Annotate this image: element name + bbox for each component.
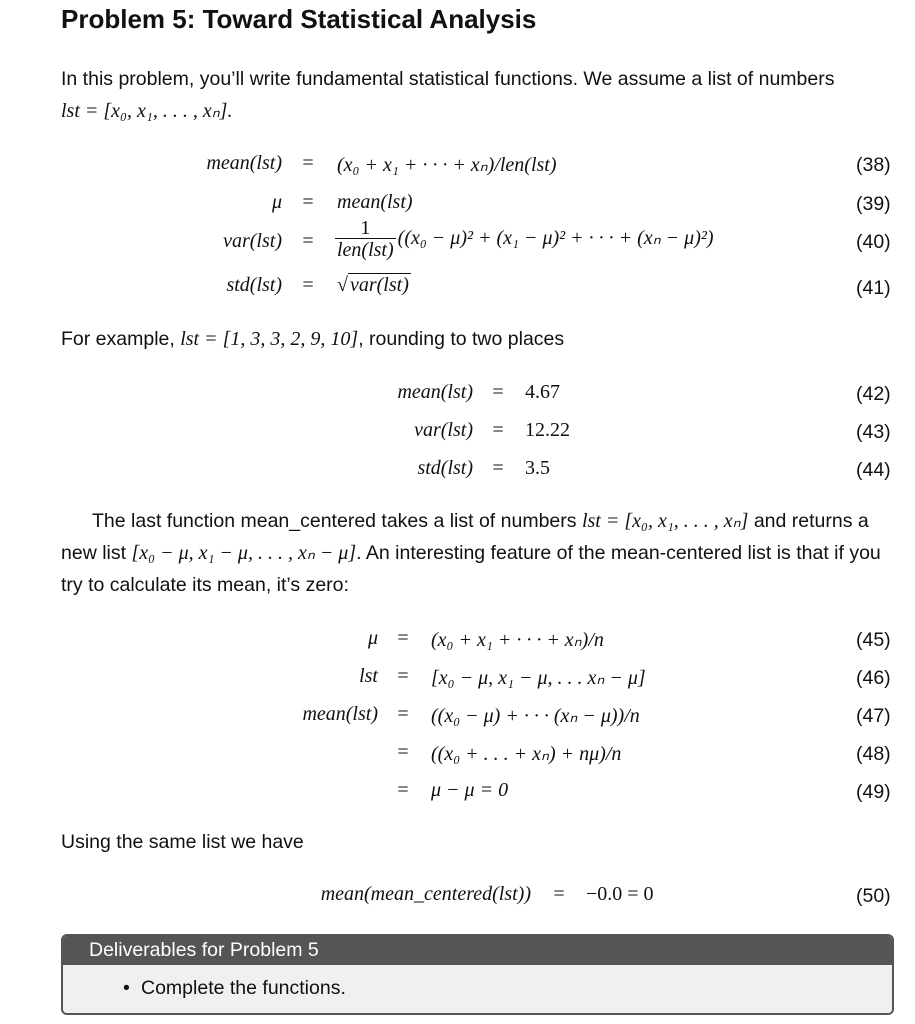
eq47-rhs: ((x₀ − μ) + · · · (xₙ − μ))/n (431, 705, 640, 727)
eq39-rhs: mean(lst) (337, 191, 413, 213)
eq40-frac-denominator: len(lst) (337, 239, 394, 261)
same-list-text: Using the same list we have (61, 831, 304, 853)
eq42-lhs: mean(lst) (397, 381, 473, 403)
eq43-rhs: 12.22 (525, 419, 570, 441)
eq39-lhs: μ (271, 191, 282, 213)
example-suffix: , rounding to two places (358, 328, 565, 350)
eq43-number: (43) (856, 421, 891, 443)
eq44-rhs: 3.5 (525, 457, 550, 479)
intro-text: In this problem, you’ll write fundamental statistical functions. We assume a list of numbers (61, 68, 835, 90)
eq43-equals: = (492, 419, 504, 441)
eq42-equals: = (492, 381, 504, 403)
centered-line1-prefix: The last function mean_centered takes a list of numbers (92, 510, 577, 532)
eq50-equals: = (553, 883, 565, 905)
eq46-number: (46) (856, 667, 891, 689)
deliverables-box (61, 934, 894, 1015)
eq38-lhs: mean(lst) (206, 152, 282, 174)
eq47-number: (47) (856, 705, 891, 727)
eq40-frac-numerator: 1 (360, 217, 371, 239)
eq40-equals: = (302, 230, 314, 252)
eq47-equals: = (397, 703, 409, 725)
eq45-equals: = (397, 627, 409, 649)
deliverable-item-text: Complete the functions. (141, 977, 346, 999)
eq40-rhs: ((x₀ − μ)² + (x₁ − μ)² + · · · + (xₙ − μ)²) (397, 227, 714, 250)
eq40-lhs: var(lst) (223, 230, 282, 252)
centered-line2-expr: [x₀ − μ, x₁ − μ, . . . , xₙ − μ] (131, 542, 357, 564)
eq41-rhs: var(lst) (349, 274, 409, 296)
eq41-equals: = (302, 274, 314, 296)
eq44-equals: = (492, 457, 504, 479)
eq46-rhs: [x₀ − μ, x₁ − μ, . . . xₙ − μ] (431, 667, 646, 689)
eq39-number: (39) (856, 193, 891, 215)
eq50-lhs: mean(mean_centered(lst)) (320, 883, 531, 905)
eq44-lhs: std(lst) (417, 457, 473, 479)
eq39-equals: = (302, 191, 314, 213)
centered-line1-expr: lst = [x₀, x₁, . . . , xₙ] (581, 510, 749, 532)
eq49-rhs: μ − μ = 0 (431, 779, 509, 801)
eq49-equals: = (397, 779, 409, 801)
example-expr: lst = [1, 3, 3, 2, 9, 10] (180, 328, 359, 350)
example-prefix: For example, (61, 328, 175, 350)
eq42-number: (42) (856, 383, 891, 405)
centered-line2-suffix: . An interesting feature of the mean-centered list is that if you (356, 542, 881, 564)
eq43-lhs: var(lst) (414, 419, 473, 441)
equation-40 (0, 218, 915, 268)
eq38-number: (38) (856, 154, 891, 176)
eq45-rhs: (x₀ + x₁ + · · · + xₙ)/n (431, 629, 604, 651)
eq41-rhs-group (337, 274, 411, 297)
eq46-equals: = (397, 665, 409, 687)
eq40-number: (40) (856, 231, 891, 253)
centered-line2-prefix: new list (61, 542, 127, 564)
example-paragraph (61, 323, 564, 355)
eq40-fraction (335, 218, 396, 261)
eq50-number: (50) (856, 885, 891, 907)
eq38-equals: = (302, 152, 314, 174)
eq45-lhs: μ (367, 627, 378, 649)
sqrt-icon: √ (337, 274, 348, 296)
eq50-rhs: −0.0 = 0 (586, 883, 654, 905)
eq38-rhs: (x₀ + x₁ + · · · + xₙ)/len(lst) (337, 154, 557, 176)
centered-paragraph (61, 505, 901, 601)
eq48-equals: = (397, 741, 409, 763)
eq47-lhs: mean(lst) (302, 703, 378, 725)
eq44-number: (44) (856, 459, 891, 481)
eq45-number: (45) (856, 629, 891, 651)
intro-paragraph (61, 63, 901, 127)
bullet-icon: • (123, 977, 130, 999)
eq48-number: (48) (856, 743, 891, 765)
eq42-rhs: 4.67 (525, 381, 560, 403)
eq41-lhs: std(lst) (226, 274, 282, 296)
page-title: Problem 5: Toward Statistical Analysis (61, 4, 537, 34)
eq46-lhs: lst (359, 665, 378, 687)
eq49-number: (49) (856, 781, 891, 803)
centered-line3: try to calculate its mean, it’s zero: (61, 574, 349, 596)
deliverables-heading: Deliverables for Problem 5 (63, 936, 892, 965)
eq40-rhs-group (335, 218, 714, 261)
intro-list-expr: lst = [x₀, x₁, . . . , xₙ]. (61, 100, 233, 122)
eq41-number: (41) (856, 277, 891, 299)
centered-line1-suffix: and returns a (753, 510, 869, 532)
eq48-rhs: ((x₀ + . . . + xₙ) + nμ)/n (431, 743, 622, 765)
